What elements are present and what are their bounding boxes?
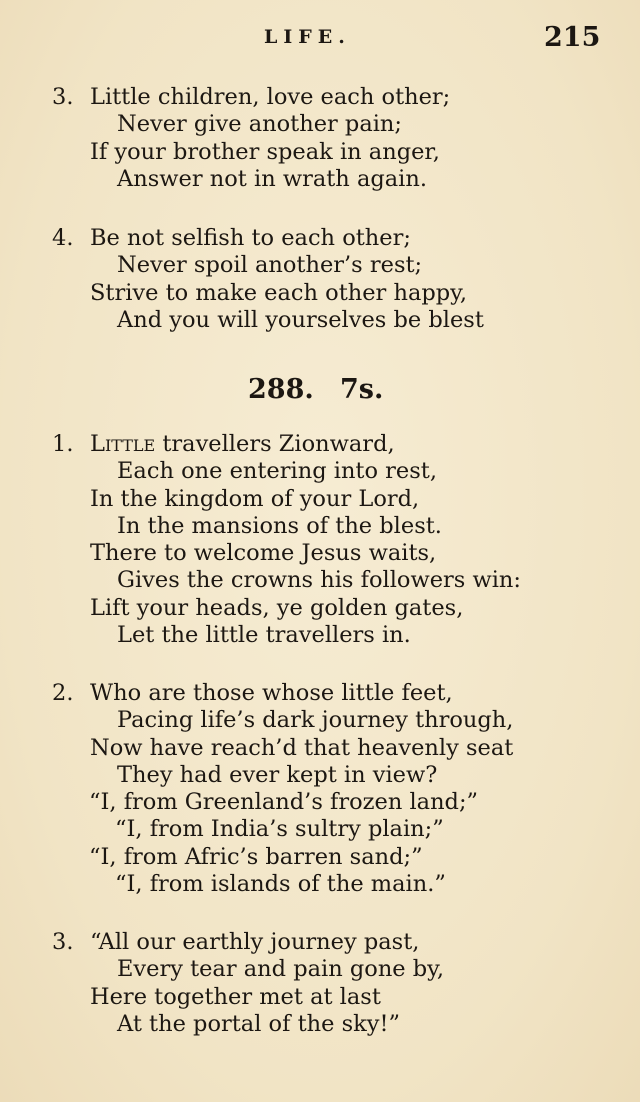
running-head (0, 22, 640, 52)
verse-text: There to welcome Jesus waits, (90, 540, 437, 567)
verse-line (0, 458, 640, 485)
stanza-prev-4 (0, 225, 640, 334)
verse-line (0, 984, 640, 1011)
verse-line (0, 166, 640, 193)
hymn-heading (0, 374, 640, 410)
verse-line (0, 84, 640, 111)
verse-line (0, 929, 640, 956)
stanza-number: 1. (52, 431, 74, 457)
verse-line (0, 513, 640, 540)
verse-line (0, 956, 640, 983)
hymn-meter: 7s. (340, 374, 384, 405)
verse-text: Gives the crowns his followers win: (117, 567, 522, 594)
stanza-prev-3 (0, 84, 640, 193)
verse-text: They had ever kept in view? (117, 761, 438, 788)
verse-text: Strive to make each other happy, (90, 279, 468, 306)
verse-text: In the mansions of the blest. (117, 512, 442, 539)
verse-line (0, 307, 640, 334)
verse-text: Let the little travellers in. (117, 622, 411, 649)
verse-text (90, 431, 395, 458)
verse-text: Now have reach’d that heavenly seat (90, 734, 514, 761)
verse-text: Never spoil another’s rest; (117, 252, 423, 279)
stanza-number: 3. (52, 929, 74, 955)
verse-text: If your brother speak in anger, (90, 138, 440, 165)
verse-line (0, 139, 640, 166)
verse-text: “I, from India’s sultry plain;” (115, 816, 444, 843)
verse-line (0, 871, 640, 898)
verse-text: In the kingdom of your Lord, (90, 485, 420, 512)
first-line-rest: travellers Zionward, (155, 431, 395, 457)
verse-line (0, 680, 640, 707)
verse-text: Each one entering into rest, (117, 458, 437, 485)
verse-line (0, 252, 640, 279)
stanza-number: 3. (52, 84, 74, 110)
verse-line (0, 622, 640, 649)
verse-line (0, 595, 640, 622)
verse-text: At the portal of the sky!” (117, 1010, 401, 1037)
verse-line (0, 540, 640, 567)
running-title: LIFE. (264, 26, 351, 48)
verse-text: “I, from Afric’s barren sand;” (89, 843, 423, 870)
verse-line (0, 816, 640, 843)
verse-text: “All our earthly journey past, (90, 929, 420, 955)
initial-word: Little (90, 431, 156, 457)
verse-line (0, 111, 640, 138)
verse-line (0, 844, 640, 871)
verse-text: Every tear and pain gone by, (117, 956, 445, 983)
verse-text: Who are those whose little feet, (90, 680, 453, 706)
verse-line (0, 735, 640, 762)
verse-text: Pacing life’s dark journey through, (117, 707, 514, 734)
verse-text: Be not selfish to each other; (90, 225, 411, 251)
verse-line (0, 567, 640, 594)
verse-line (0, 280, 640, 307)
verse-text: Little children, love each other; (90, 84, 451, 110)
verse-text: Lift your heads, ye golden gates, (90, 594, 464, 621)
page-number: 215 (544, 22, 601, 53)
verse-line (0, 762, 640, 789)
hymn-stanza-3 (0, 929, 640, 1038)
verse-text: Answer not in wrath again. (117, 165, 428, 192)
hymn-stanza-2 (0, 680, 640, 898)
verse-text: And you will yourselves be blest (117, 306, 484, 333)
hymn-number: 288. (248, 374, 314, 405)
stanza-number: 4. (52, 225, 74, 251)
verse-text: Here together met at last (90, 983, 381, 1010)
verse-text: “I, from islands of the main.” (115, 871, 446, 898)
verse-line (0, 789, 640, 816)
stanza-number: 2. (52, 680, 74, 706)
verse-line (0, 486, 640, 513)
verse-text: Never give another pain; (117, 111, 403, 138)
verse-text: “I, from Greenland’s frozen land;” (89, 789, 479, 816)
hymn-stanza-1 (0, 431, 640, 649)
verse-line (0, 707, 640, 734)
verse-line (0, 225, 640, 252)
verse-line (0, 1011, 640, 1038)
verse-line (0, 431, 640, 458)
